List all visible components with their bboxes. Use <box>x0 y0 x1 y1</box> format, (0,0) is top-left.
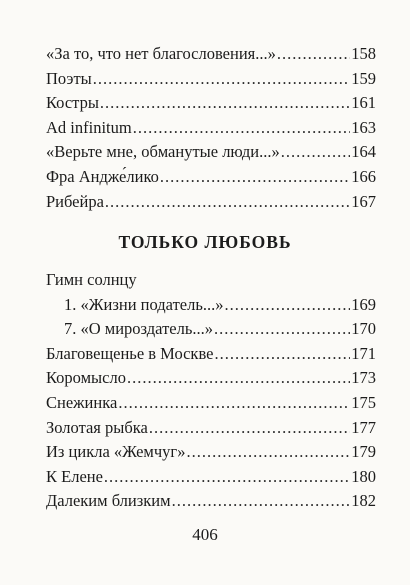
toc-entry-page: 159 <box>351 68 376 88</box>
section-title: ТОЛЬКО ЛЮБОВЬ <box>118 232 292 252</box>
toc-entry <box>46 116 376 141</box>
toc-entry <box>46 67 376 92</box>
toc-entry-page: 171 <box>351 343 376 363</box>
toc-entry <box>46 342 376 367</box>
toc-entry <box>46 465 376 490</box>
toc-entry-page: 179 <box>351 442 376 462</box>
toc-entry <box>46 440 376 465</box>
toc-entry <box>46 416 376 441</box>
leader-dots <box>127 366 350 391</box>
leader-dots <box>104 465 350 490</box>
toc-entry <box>46 366 376 391</box>
toc-sub-entry <box>46 317 376 342</box>
toc-entry-page: 163 <box>351 117 376 137</box>
toc-entry-title: Коромысло <box>46 368 126 388</box>
toc-entry <box>46 190 376 215</box>
toc-group-title: Гимн солнцу <box>46 270 137 289</box>
toc-entry <box>46 91 376 116</box>
leader-dots <box>93 67 351 92</box>
leader-dots <box>105 190 350 215</box>
leader-dots <box>277 42 350 67</box>
toc-entry-page: 182 <box>351 491 376 511</box>
toc-entry-title: Из цикла «Жемчуг» <box>46 442 186 462</box>
toc-entry-page: 158 <box>351 44 376 63</box>
leader-dots <box>224 293 350 318</box>
toc-entry-title: Золотая рыбка <box>46 417 148 437</box>
toc-entry-title: 1. «Жизни податель...» <box>64 294 224 314</box>
leader-dots <box>149 416 350 441</box>
toc-entry <box>46 140 376 165</box>
leader-dots <box>160 165 350 190</box>
leader-dots <box>100 91 350 116</box>
toc-entry-page: 167 <box>351 191 376 211</box>
toc-entry <box>46 391 376 416</box>
toc-entry-title: «За то, что нет благословения...» <box>46 44 276 63</box>
toc-entry <box>46 42 376 67</box>
toc-entry <box>46 489 376 514</box>
toc-list-section <box>46 268 376 514</box>
toc-entry-page: 180 <box>351 466 376 486</box>
toc-entry-title: Благовещенье в Москве <box>46 343 214 363</box>
toc-list-top <box>46 42 376 214</box>
leader-dots <box>133 116 351 141</box>
toc-entry-title: Далеким близким <box>46 491 171 511</box>
leader-dots <box>214 342 350 367</box>
toc-entry-page: 173 <box>351 368 376 388</box>
toc-entry-title: Рибейра <box>46 191 104 211</box>
toc-entry-page: 175 <box>351 392 376 412</box>
leader-dots <box>118 391 350 416</box>
toc-entry-title: «Верьте мне, обманутые люди...» <box>46 142 280 162</box>
toc-sub-entry <box>46 293 376 318</box>
toc-entry-page: 164 <box>351 142 376 162</box>
page-number: 406 <box>192 525 218 544</box>
toc-entry-page: 170 <box>351 319 376 339</box>
toc-entry <box>46 165 376 190</box>
toc-entry-page: 169 <box>351 294 376 314</box>
toc-entry-title: К Елене <box>46 466 103 486</box>
leader-dots <box>281 140 350 165</box>
toc-entry-title: Фра Андже́лико <box>46 166 159 186</box>
leader-dots <box>214 317 350 342</box>
leader-dots <box>186 440 350 465</box>
toc-entry-title: Ad infinitum <box>46 117 132 137</box>
toc-entry-page: 166 <box>351 166 376 186</box>
toc-entry-title: Костры <box>46 93 99 113</box>
leader-dots <box>172 489 351 514</box>
toc-entry-title: 7. «О мироздатель...» <box>64 319 213 339</box>
toc-entry-page: 161 <box>351 93 376 113</box>
toc-entry-title: Поэты <box>46 68 92 88</box>
toc-entry-title: Снежинка <box>46 392 118 412</box>
toc-entry-page: 177 <box>351 417 376 437</box>
